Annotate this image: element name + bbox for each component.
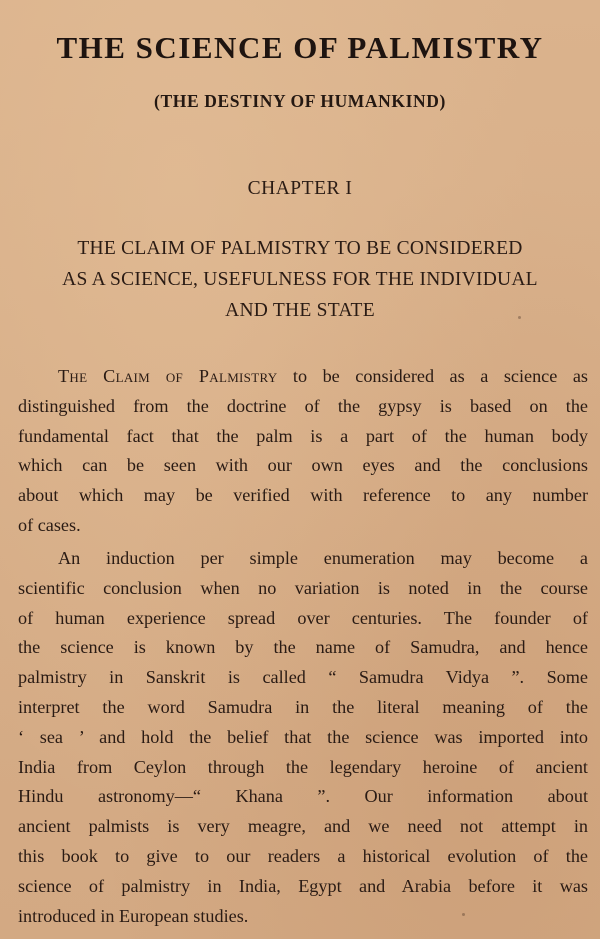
body-paragraph-2 <box>18 544 588 931</box>
paragraph-line: Hindu astronomy—“ Khana ”. Our information about <box>18 786 588 807</box>
paragraph-line: introduced in European studies. <box>18 905 249 926</box>
paragraph-line: which can be seen with our own eyes and the conclusions <box>18 455 588 476</box>
lead-smallcaps: The Claim of Palmistry <box>58 366 278 386</box>
paragraph-line-text: to be considered as a science as <box>277 366 588 386</box>
body-paragraph-1 <box>18 362 588 541</box>
chapter-heading-line: AS A SCIENCE, USEFULNESS FOR THE INDIVIDUAL <box>62 269 538 290</box>
paper-speck <box>462 913 465 916</box>
paragraph-line: An induction per simple enumeration may become a <box>58 548 588 568</box>
paragraph-line: this book to give to our readers a historical evolution of the <box>18 845 588 866</box>
paper-speck <box>518 316 521 319</box>
chapter-heading-line: AND THE STATE <box>225 300 375 321</box>
chapter-heading-line: THE CLAIM OF PALMISTRY TO BE CONSIDERED <box>77 238 523 259</box>
paragraph-line: distinguished from the doctrine of the gypsy is based on the <box>18 395 588 416</box>
paragraph-line: India from Ceylon through the legendary heroine of ancient <box>18 756 588 777</box>
book-subtitle: (THE DESTINY OF HUMANKIND) <box>154 91 446 111</box>
paragraph-line: palmistry in Sanskrit is called “ Samudra Vidya ”. Some <box>18 667 588 688</box>
paragraph-line: of cases. <box>18 514 81 535</box>
paragraph-line: scientific conclusion when no variation is noted in the course <box>18 577 588 598</box>
book-title: THE SCIENCE OF PALMISTRY <box>56 30 544 65</box>
paragraph-line: ‘ sea ’ and hold the belief that the science was imported into <box>18 726 588 747</box>
paragraph-line: about which may be verified with reference to any number <box>18 485 588 506</box>
paragraph-line: interpret the word Samudra in the literal meaning of the <box>18 696 588 717</box>
chapter-heading <box>0 233 600 326</box>
paragraph-line: fundamental fact that the palm is a part of the human body <box>18 425 588 446</box>
chapter-number: CHAPTER I <box>247 178 353 199</box>
paragraph-line: ancient palmists is very meagre, and we need not attempt in <box>18 816 588 837</box>
paragraph-line: science of palmistry in India, Egypt and Arabia before it was <box>18 875 588 896</box>
paragraph-line <box>18 362 588 392</box>
paragraph-line: the science is known by the name of Samudra, and hence <box>18 637 588 658</box>
paragraph-line: of human experience spread over centuries. The founder of <box>18 607 588 628</box>
